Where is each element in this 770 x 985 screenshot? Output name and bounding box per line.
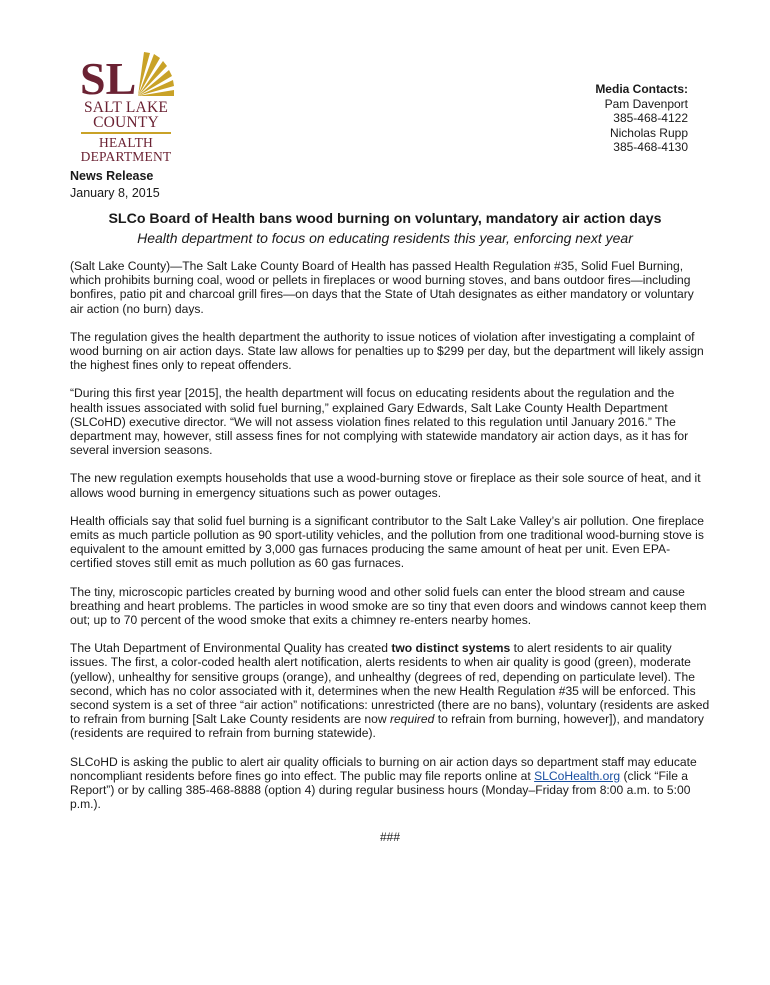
media-contacts-heading: Media Contacts: (595, 82, 688, 96)
media-contacts (595, 82, 688, 155)
contact-line: 385-468-4122 (613, 111, 688, 125)
sunburst-sl-icon (78, 52, 174, 100)
news-release-label: News Release (70, 169, 154, 183)
bold-phrase: two distinct systems (391, 641, 511, 656)
paragraph: (Salt Lake County)—The Salt Lake County Board of Health has passed Health Regulation #35, Solid Fuel Burning, which prohibits burning coal, wood or pellets in fireplaces or wood burning stoves, and bans outdoor fires—including bonfires, patio pit and charcoal grill fires—on days that the State of Utah designates as either mandatory or voluntary air action (no burn) days. (70, 259, 694, 316)
paragraph: Health officials say that solid fuel burning is a significant contributor to the Salt Lake Valley’s air pollution. One fireplace emits as much particle pollution as 90 sport-utility vehicles, and the pollution from one traditional wood-burning stove is equivalent to the amount emitted by 3,000 gas furnaces producing the same amount of heat per unit. Even EPA-certified stoves still emit as much pollution as 60 gas furnaces. (70, 513, 704, 571)
release-header (70, 168, 160, 202)
text-run: to refrain from burning, however]), and mandatory (residents are required to refrain from burning statewide). (70, 712, 704, 741)
release-date: January 8, 2015 (70, 186, 160, 200)
paragraph: The new regulation exempts households that use a wood-burning stove or fireplace as their sole source of heat, and it allows wood burning in emergency situations such as power outages. (70, 471, 701, 500)
contact-line: Nicholas Rupp (609, 125, 688, 140)
paragraph: The tiny, microscopic particles created by burning wood and other solid fuels can enter the blood stream and cause breathing and heart problems. The particles in wood smoke are so tiny that even doors and windows cannot keep them out; up to 70 percent of the wood smoke that exits a chimney re-enters nearby homes. (70, 584, 707, 628)
article-body (70, 259, 710, 844)
text-run: SLCoHD is asking the public to alert air quality officials to burning on air action days so department staff may educate noncompliant residents before fines go into effect. The public may file reports online at (70, 754, 697, 783)
logo-line-department: DEPARTMENT (80, 148, 172, 164)
contact-line: 385-468-4130 (613, 140, 688, 154)
text-run: The Utah Department of Environmental Quality has created (70, 641, 392, 656)
logo-divider (81, 132, 171, 134)
paragraph (70, 641, 710, 740)
paragraph: “During this first year [2015], the health department will focus on educating residents about the regulation and the health issues associated with solid fuel burning,” explained Gary Edwards, Salt Lake County Health Department (SLCoHD) executive director. “We will not assess violation fines related to this regulation until January 2016.” The department may, however, still assess fines for not complying with statewide mandatory air action days, as it has for several inversion seasons. (70, 386, 689, 458)
logo-mark: SL (80, 53, 137, 100)
logo-line-salt-lake: SALT LAKE (83, 99, 169, 116)
logo-line-county: COUNTY (93, 114, 159, 131)
contact-line: Pam Davenport (604, 96, 688, 111)
paragraph (70, 755, 710, 812)
end-mark: ### (379, 829, 401, 844)
paragraph: The regulation gives the health department the authority to issue notices of violation after investigating a complaint of wood burning on air action days. State law allows for penalties up to $299 per day, but the department will likely assign the highest fines only to repeat offenders. (70, 329, 704, 373)
logo-line-health: HEALTH (99, 134, 153, 150)
text-run: to alert residents to air quality issues. The first, a color-coded health alert notification, alerts residents to when air quality is good (green), moderate (yellow), unhealthy for sensitive groups (orange), and unhealthy (degrees of red, depending on particulate level). The second, which has no color associated with it, determines when the new Health Regulation #35 will be enforced. This second system is a set of three “air action” notifications: unrestricted (there are no bans), voluntary (residents are asked to refrain from burning [Salt Lake County residents are now (70, 641, 710, 727)
italic-word: required (389, 712, 435, 727)
slco-health-logo (78, 52, 178, 164)
slcohealth-link[interactable]: SLCoHealth.org (534, 768, 621, 783)
text-run: (click “File a Report”) or by calling 385-468-8888 (option 4) during regular business hours (Monday–Friday from 8:00 a.m. to 5:00 p.m.). (70, 768, 691, 812)
subheadline: Health department to focus on educating residents this year, enforcing next year (137, 230, 633, 246)
headline: SLCo Board of Health bans wood burning on voluntary, mandatory air action days (108, 211, 662, 227)
